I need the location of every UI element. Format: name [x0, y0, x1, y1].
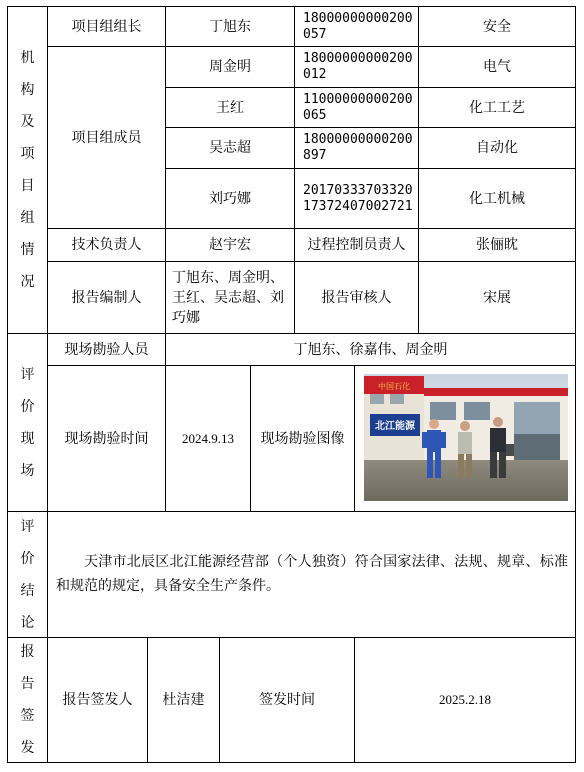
member-field: 自动化 [476, 140, 518, 156]
photo-sign-text: 北江能源 [375, 421, 415, 432]
side-label-conclusion [8, 512, 47, 637]
issue-date: 2025.2.18 [439, 692, 491, 707]
member-field: 化工工艺 [469, 99, 525, 116]
side-label-site [8, 334, 47, 511]
side-char: 评 [20, 366, 35, 383]
rule [7, 511, 576, 512]
side-char: 价 [20, 550, 35, 567]
side-char: 况 [20, 274, 35, 290]
member-cert: 2017033370332017372407002721 [303, 182, 413, 214]
side-char: 组 [20, 210, 35, 226]
site-staff: 丁旭东、徐嘉伟、周金明 [293, 341, 448, 358]
leader-name: 丁旭东 [209, 18, 251, 35]
side-char: 场 [20, 462, 35, 479]
report-reviewer: 宋展 [483, 289, 511, 306]
side-char: 评 [20, 518, 35, 535]
member-name: 王红 [216, 99, 244, 116]
side-char: 告 [20, 676, 35, 692]
member-cert: 18000000000200012 [303, 51, 413, 82]
side-label-issue [8, 638, 47, 762]
issue-date-label: 签发时间 [259, 692, 315, 708]
site-time-label: 现场勘验时间 [64, 430, 149, 447]
side-char: 目 [20, 178, 35, 194]
border-right [575, 6, 576, 763]
member-field: 化工机械 [469, 190, 525, 207]
process-lead-label: 过程控制员责人 [307, 237, 406, 253]
member-cert: 18000000000200897 [303, 132, 413, 163]
report-reviewer-label: 报告审核人 [321, 289, 392, 306]
side-char: 签 [20, 708, 35, 724]
side-char: 情 [20, 242, 35, 258]
report-authors: 丁旭东、周金明、王红、吴志超、刘巧娜 [172, 269, 284, 326]
site-time: 2024.9.13 [182, 430, 234, 446]
tech-lead-name: 赵宇宏 [209, 237, 251, 253]
side-char: 发 [20, 740, 35, 756]
rule [354, 365, 355, 511]
side-char: 结 [20, 582, 35, 599]
side-label-org [8, 7, 47, 333]
member-name: 刘巧娜 [209, 190, 251, 207]
side-char: 机 [20, 50, 35, 66]
side-char: 及 [20, 114, 35, 130]
members-label: 项目组成员 [71, 129, 142, 146]
conclusion-text: 天津市北辰区北江能源经营部（个人独资）符合国家法律、法规、规章、标准和规范的规定，具备安全生产条件。 [56, 554, 568, 594]
report-authors-label: 报告编制人 [71, 289, 142, 306]
site-inspection-photo [364, 374, 568, 501]
side-char: 论 [20, 614, 35, 631]
issuer-name: 杜洁建 [162, 692, 205, 708]
site-image-label: 现场勘验图像 [260, 430, 345, 447]
site-staff-label: 现场勘验人员 [64, 341, 149, 358]
member-name: 吴志超 [209, 140, 251, 156]
tech-lead-label: 技术负责人 [71, 237, 142, 253]
issuer-label: 报告签发人 [62, 692, 133, 708]
process-lead-name: 张俪眈 [476, 237, 518, 253]
member-cert: 11000000000200065 [303, 91, 413, 123]
leader-role-label: 项目组组长 [71, 18, 142, 35]
site-photo-illustration [364, 374, 568, 501]
leader-cert: 18000000000200057 [303, 10, 413, 42]
border-bottom [7, 762, 576, 763]
photo-canopy-text: 中国石化 [378, 382, 410, 391]
member-field: 电气 [483, 59, 511, 75]
member-name: 周金明 [209, 59, 251, 75]
leader-field: 安全 [483, 18, 511, 35]
side-char: 报 [20, 644, 35, 660]
side-char: 现 [20, 430, 35, 447]
side-char: 构 [20, 82, 35, 98]
side-char: 价 [20, 398, 35, 415]
side-char: 项 [20, 146, 35, 162]
